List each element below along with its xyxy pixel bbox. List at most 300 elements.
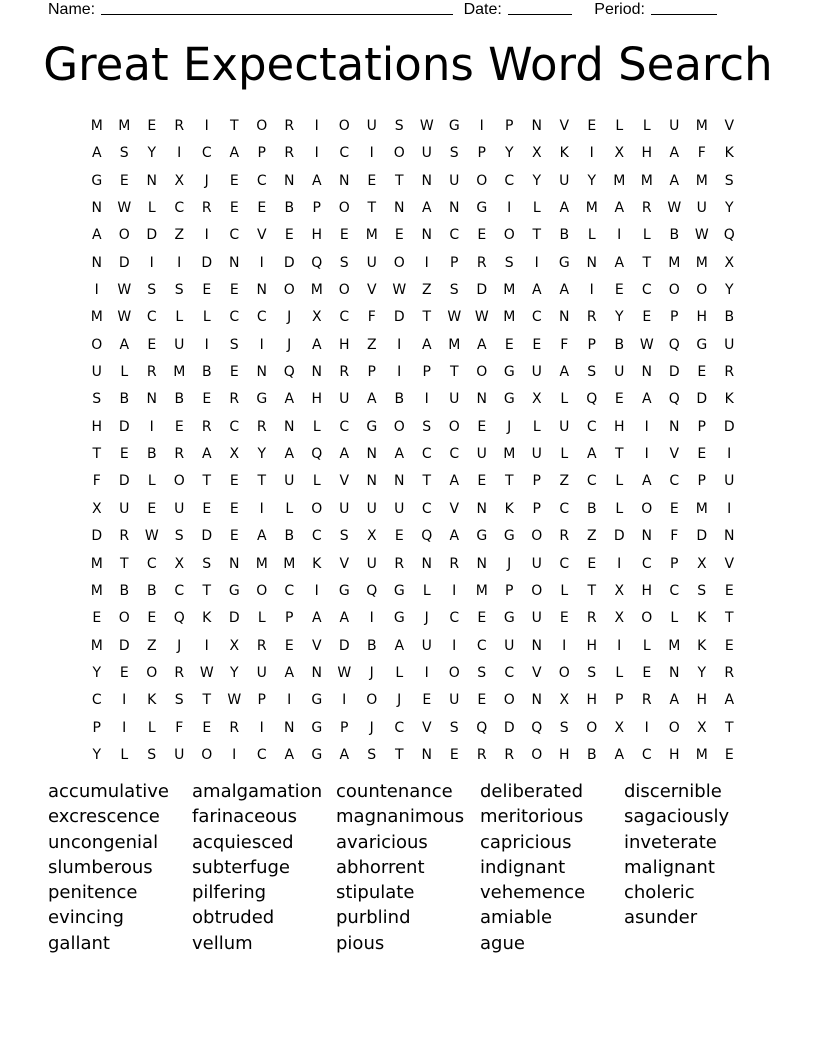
grid-cell: C	[504, 664, 515, 681]
grid-cell: A	[284, 446, 295, 463]
grid-cell: S	[394, 118, 404, 134]
word-bank-item: slumberous	[48, 856, 153, 878]
grid-cell: J	[204, 172, 209, 189]
grid-cell: I	[232, 746, 237, 763]
grid-cell: B	[394, 391, 405, 408]
grid-cell: C	[201, 145, 212, 162]
grid-cell: N	[284, 418, 295, 435]
grid-cell: A	[394, 446, 405, 463]
grid-cell: I	[204, 637, 209, 654]
grid-cell: X	[91, 500, 102, 517]
grid-cell: C	[641, 282, 652, 299]
grid-cell: O	[91, 336, 103, 353]
grid-cell: U	[504, 637, 515, 654]
grid-cell: Y	[229, 664, 239, 681]
grid-cell: T	[229, 118, 239, 134]
grid-cell: A	[339, 610, 350, 627]
grid-cell: N	[311, 364, 322, 381]
grid-cell: M	[118, 118, 131, 134]
grid-cell: E	[147, 336, 157, 353]
grid-cell: K	[504, 500, 514, 517]
grid-cell: C	[339, 309, 350, 326]
grid-cell: O	[393, 418, 405, 435]
grid-cell: S	[587, 664, 597, 681]
grid-cell: C	[174, 200, 185, 217]
grid-cell: U	[559, 172, 570, 189]
grid-cell: Z	[366, 336, 377, 353]
grid-cell: M	[668, 637, 681, 654]
grid-cell: E	[394, 227, 404, 244]
word-bank-column	[480, 779, 624, 956]
grid-cell: E	[532, 336, 542, 353]
grid-cell: G	[503, 364, 515, 381]
grid-cell: O	[338, 200, 350, 217]
grid-row	[83, 304, 743, 331]
grid-cell: N	[146, 172, 157, 189]
grid-cell: N	[476, 555, 487, 572]
header	[48, 0, 748, 20]
grid-cell: G	[476, 200, 488, 217]
word-bank-item: magnanimous	[336, 806, 465, 828]
grid-cell: G	[503, 528, 515, 545]
grid-cell: L	[257, 610, 266, 627]
grid-cell: E	[229, 500, 239, 517]
grid-cell: T	[724, 719, 734, 736]
grid-cell: C	[641, 555, 652, 572]
grid-cell: C	[449, 446, 460, 463]
grid-cell: K	[697, 637, 707, 654]
grid-cell: U	[174, 336, 185, 353]
grid-cell: L	[642, 227, 651, 244]
grid-cell: Z	[586, 528, 597, 545]
grid-cell: E	[92, 610, 102, 627]
grid-cell: P	[477, 145, 486, 162]
word-bank-item: vehemence	[480, 882, 586, 904]
grid-cell: O	[641, 500, 653, 517]
word-bank-item: evincing	[48, 907, 124, 929]
grid-cell: W	[117, 282, 132, 299]
grid-cell: N	[256, 282, 267, 299]
grid-row	[83, 441, 743, 468]
grid-cell: E	[477, 473, 487, 490]
grid-cell: L	[422, 582, 431, 599]
grid-cell: L	[285, 500, 294, 517]
grid-cell: U	[669, 118, 680, 134]
grid-cell: N	[229, 254, 240, 271]
grid-cell: P	[367, 364, 376, 381]
grid-cell: G	[393, 582, 405, 599]
grid-row	[83, 277, 743, 304]
grid-cell: O	[146, 664, 158, 681]
grid-cell: F	[670, 528, 679, 545]
grid-cell: O	[476, 364, 488, 381]
grid-cell: Q	[586, 391, 598, 408]
grid-cell: U	[696, 200, 707, 217]
grid-cell: A	[256, 528, 267, 545]
grid-cell: A	[91, 227, 102, 244]
grid-cell: Y	[147, 145, 157, 162]
grid-cell: X	[311, 309, 322, 326]
grid-cell: E	[284, 637, 294, 654]
grid-cell: M	[695, 254, 708, 271]
grid-cell: C	[229, 227, 240, 244]
grid-cell: A	[421, 336, 432, 353]
grid-cell: P	[615, 692, 624, 709]
grid-cell: T	[422, 473, 432, 490]
word-bank-item: subterfuge	[192, 856, 290, 878]
grid-cell: E	[477, 227, 487, 244]
date-field[interactable]	[508, 0, 572, 15]
grid-cell: M	[173, 364, 186, 381]
grid-cell: L	[615, 118, 624, 134]
grid-cell: O	[668, 282, 680, 299]
grid-cell: E	[174, 418, 184, 435]
grid-cell: U	[174, 500, 185, 517]
grid-cell: N	[449, 200, 460, 217]
grid-cell: R	[256, 418, 267, 435]
grid-cell: E	[202, 719, 212, 736]
grid-cell: O	[668, 719, 680, 736]
grid-cell: C	[586, 418, 597, 435]
grid-cell: C	[669, 473, 680, 490]
word-bank-item: uncongenial	[48, 831, 159, 853]
grid-cell: E	[119, 664, 129, 681]
grid-cell: J	[507, 418, 512, 435]
grid-cell: V	[724, 118, 735, 134]
grid-cell: Q	[476, 719, 488, 736]
word-bank-column	[192, 779, 336, 956]
grid-cell: U	[724, 336, 735, 353]
grid-cell: C	[146, 555, 157, 572]
grid-cell: G	[256, 391, 268, 408]
grid-cell: S	[339, 528, 349, 545]
grid-cell: I	[507, 200, 512, 217]
grid-cell: E	[559, 610, 569, 627]
grid-row	[83, 687, 743, 714]
grid-cell: L	[615, 500, 624, 517]
grid-cell: W	[117, 200, 132, 217]
grid-cell: L	[560, 582, 569, 599]
grid-cell: S	[449, 282, 459, 299]
grid-cell: W	[419, 118, 434, 134]
grid-cell: E	[422, 692, 432, 709]
grid-cell: C	[421, 500, 432, 517]
grid-row	[83, 222, 743, 249]
grid-cell: E	[257, 200, 267, 217]
grid-cell: I	[397, 336, 402, 353]
grid-cell: V	[421, 719, 432, 736]
grid-cell: L	[395, 664, 404, 681]
grid-cell: U	[339, 500, 350, 517]
grid-cell: X	[366, 528, 377, 545]
grid-cell: D	[696, 391, 708, 408]
grid-cell: R	[201, 200, 212, 217]
grid-row	[83, 195, 743, 222]
grid-cell: P	[670, 309, 679, 326]
grid-cell: M	[90, 118, 103, 134]
grid-row	[83, 496, 743, 523]
name-field[interactable]	[101, 0, 453, 15]
grid-cell: I	[259, 719, 264, 736]
grid-cell: S	[724, 172, 734, 189]
grid-cell: D	[476, 282, 488, 299]
grid-cell: U	[614, 364, 625, 381]
grid-cell: J	[507, 555, 512, 572]
word-bank-item: pious	[336, 932, 385, 954]
grid-cell: N	[641, 364, 652, 381]
grid-cell: A	[311, 336, 322, 353]
grid-cell: E	[229, 364, 239, 381]
grid-cell: X	[174, 555, 185, 572]
grid-cell: A	[641, 391, 652, 408]
grid-row	[83, 140, 743, 167]
grid-cell: N	[394, 200, 405, 217]
word-bank-item: amiable	[480, 907, 553, 929]
grid-cell: G	[503, 610, 515, 627]
grid-cell: E	[229, 282, 239, 299]
period-label: Period:	[594, 1, 645, 18]
grid-row	[83, 386, 743, 413]
grid-cell: L	[532, 418, 541, 435]
grid-cell: R	[256, 637, 267, 654]
grid-cell: U	[256, 664, 267, 681]
grid-cell: T	[724, 610, 734, 627]
grid-cell: I	[122, 719, 127, 736]
grid-cell: I	[177, 145, 182, 162]
grid-cell: I	[342, 692, 347, 709]
grid-row	[83, 332, 743, 359]
grid-cell: T	[92, 446, 102, 463]
grid-cell: P	[450, 254, 459, 271]
grid-cell: O	[338, 118, 350, 134]
grid-cell: B	[201, 364, 212, 381]
grid-cell: C	[559, 555, 570, 572]
grid-cell: Y	[257, 446, 267, 463]
grid-cell: U	[449, 172, 460, 189]
grid-cell: N	[641, 528, 652, 545]
word-bank-item: discernible	[624, 781, 722, 802]
grid-cell: I	[314, 145, 319, 162]
grid-cell: O	[256, 582, 268, 599]
grid-cell: U	[91, 364, 102, 381]
grid-cell: K	[724, 391, 734, 408]
grid-cell: N	[531, 637, 542, 654]
grid-cell: E	[202, 500, 212, 517]
grid-cell: B	[559, 227, 570, 244]
grid-cell: C	[394, 719, 405, 736]
grid-cell: L	[120, 364, 129, 381]
grid-cell: C	[449, 610, 460, 627]
grid-cell: N	[366, 473, 377, 490]
grid-cell: R	[559, 528, 570, 545]
grid-cell: C	[504, 172, 515, 189]
grid-cell: I	[644, 418, 649, 435]
grid-cell: N	[669, 664, 680, 681]
grid-row	[83, 742, 743, 769]
grid-cell: V	[449, 500, 460, 517]
grid-cell: Q	[173, 610, 185, 627]
grid-cell: U	[449, 391, 460, 408]
grid-cell: Q	[311, 254, 323, 271]
grid-cell: I	[149, 254, 154, 271]
grid-cell: H	[91, 418, 103, 435]
grid-cell: A	[201, 446, 212, 463]
grid-cell: A	[641, 473, 652, 490]
grid-cell: I	[424, 254, 429, 271]
grid-cell: F	[697, 145, 706, 162]
grid-cell: P	[587, 336, 596, 353]
grid-cell: A	[91, 145, 102, 162]
grid-cell: M	[90, 637, 103, 654]
grid-cell: Z	[146, 637, 157, 654]
grid-cell: I	[397, 364, 402, 381]
grid-cell: M	[695, 500, 708, 517]
grid-cell: I	[259, 500, 264, 517]
grid-cell: R	[284, 145, 295, 162]
word-bank-item: obtruded	[192, 907, 275, 929]
grid-cell: E	[229, 200, 239, 217]
grid-cell: H	[311, 227, 323, 244]
grid-cell: G	[393, 610, 405, 627]
grid-cell: F	[560, 336, 569, 353]
word-bank-item: pilfering	[192, 882, 267, 904]
grid-cell: O	[118, 610, 130, 627]
grid-cell: R	[229, 391, 240, 408]
grid-cell: O	[338, 282, 350, 299]
grid-cell: U	[559, 418, 570, 435]
grid-cell: O	[311, 500, 323, 517]
grid-cell: S	[174, 282, 184, 299]
grid-cell: L	[642, 118, 651, 134]
grid-cell: M	[255, 555, 268, 572]
word-bank-item: inveterate	[624, 831, 717, 853]
grid-cell: E	[229, 528, 239, 545]
date-label: Date:	[463, 1, 502, 18]
grid-cell: M	[503, 282, 516, 299]
grid-cell: B	[284, 528, 295, 545]
grid-cell: D	[201, 254, 213, 271]
grid-cell: N	[559, 309, 570, 326]
grid-cell: N	[366, 446, 377, 463]
grid-cell: T	[394, 746, 404, 763]
word-bank-item: ague	[480, 932, 525, 954]
grid-cell: L	[560, 391, 569, 408]
word-bank-item: countenance	[336, 781, 453, 802]
grid-cell: A	[339, 746, 350, 763]
grid-cell: R	[724, 364, 735, 381]
grid-cell: U	[284, 473, 295, 490]
grid-cell: R	[504, 746, 515, 763]
grid-cell: C	[146, 309, 157, 326]
grid-cell: O	[173, 473, 185, 490]
grid-cell: K	[724, 145, 734, 162]
grid-cell: M	[640, 172, 653, 189]
grid-cell: O	[586, 719, 598, 736]
grid-cell: E	[147, 500, 157, 517]
grid-cell: L	[560, 446, 569, 463]
grid-cell: E	[614, 391, 624, 408]
grid-cell: W	[144, 528, 159, 545]
grid-cell: S	[339, 254, 349, 271]
grid-cell: C	[284, 582, 295, 599]
grid-cell: B	[174, 391, 185, 408]
grid-cell: Q	[283, 364, 295, 381]
grid-cell: E	[587, 118, 597, 134]
grid-cell: R	[146, 364, 157, 381]
grid-cell: H	[696, 309, 708, 326]
grid-cell: N	[421, 172, 432, 189]
grid-cell: G	[448, 118, 460, 134]
grid-cell: B	[586, 500, 597, 517]
grid-cell: Y	[92, 746, 102, 763]
grid-cell: I	[424, 391, 429, 408]
grid-cell: S	[559, 719, 569, 736]
grid-cell: N	[531, 118, 542, 134]
grid-cell: O	[448, 664, 460, 681]
grid-cell: C	[476, 637, 487, 654]
grid-cell: A	[366, 391, 377, 408]
grid-cell: F	[367, 309, 376, 326]
grid-cell: M	[475, 582, 488, 599]
grid-row	[83, 605, 743, 632]
grid-cell: T	[367, 200, 377, 217]
grid-cell: M	[90, 309, 103, 326]
grid-cell: S	[147, 282, 157, 299]
word-bank-item: excrescence	[48, 806, 160, 828]
grid-cell: A	[559, 364, 570, 381]
grid-cell: U	[339, 391, 350, 408]
grid-cell: U	[366, 500, 377, 517]
grid-cell: C	[174, 582, 185, 599]
grid-cell: I	[452, 637, 457, 654]
grid-cell: R	[449, 555, 460, 572]
grid-cell: R	[201, 418, 212, 435]
grid-cell: G	[311, 746, 323, 763]
grid-cell: V	[256, 227, 267, 244]
grid-cell: S	[449, 145, 459, 162]
grid-cell: B	[366, 637, 377, 654]
grid-cell: A	[284, 746, 295, 763]
grid-cell: H	[311, 391, 323, 408]
grid-cell: O	[503, 692, 515, 709]
period-field[interactable]	[651, 0, 717, 15]
grid-cell: L	[312, 418, 321, 435]
grid-cell: D	[283, 254, 295, 271]
grid-cell: W	[392, 282, 407, 299]
grid-cell: S	[119, 145, 129, 162]
grid-cell: T	[394, 172, 404, 189]
word-bank-item: deliberated	[480, 781, 583, 802]
grid-cell: K	[202, 610, 212, 627]
word-bank	[48, 779, 808, 956]
grid-cell: E	[229, 172, 239, 189]
grid-cell: O	[118, 227, 130, 244]
grid-cell: B	[146, 582, 157, 599]
grid-cell: A	[614, 200, 625, 217]
grid-cell: M	[503, 446, 516, 463]
grid-cell: U	[531, 555, 542, 572]
grid-cell: O	[696, 282, 708, 299]
grid-cell: E	[449, 746, 459, 763]
grid-cell: C	[311, 528, 322, 545]
grid-cell: S	[174, 692, 184, 709]
grid-cell: U	[531, 446, 542, 463]
grid-cell: E	[394, 528, 404, 545]
grid-cell: O	[448, 418, 460, 435]
grid-cell: N	[421, 227, 432, 244]
grid-cell: G	[696, 336, 708, 353]
grid-cell: I	[617, 227, 622, 244]
